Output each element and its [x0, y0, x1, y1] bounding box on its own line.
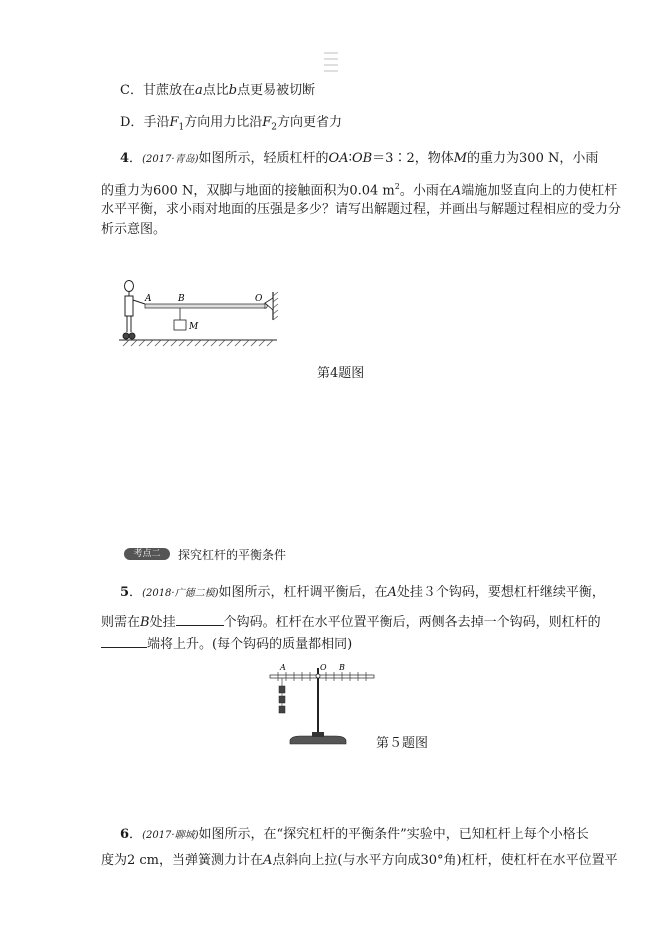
ground-hatch [123, 340, 273, 346]
q4-line-4: 析示意图。 [101, 222, 167, 237]
q5-figure [260, 660, 380, 750]
option-d: D．手沿$F_1$方向用力比沿$F_2$方向更省力 [120, 115, 343, 133]
label-o: O [255, 294, 263, 304]
label-a: A [280, 663, 286, 672]
section-header [124, 545, 286, 563]
label-o: O [320, 663, 327, 672]
hook-weights [279, 686, 285, 713]
q6-line-1: 6．(2017·聊城)如图所示，在“探究杠杆的平衡条件”实验中，已知杠杆上每个小格长 [120, 827, 589, 842]
stand-foot [312, 732, 324, 737]
label-a: A [145, 294, 152, 304]
q5-line-2: 则需在B处挂 个钩码。杠杆在水平位置平衡后，两侧各去掉一个钩码，则杠杆的 [101, 612, 601, 632]
lever [270, 675, 374, 678]
q5-line-1: 5．(2018·广德二模)如图所示，杠杆调平衡后，在A处挂３个钩码，要想杠杆继续平衡， [120, 585, 605, 600]
pivot-o [316, 674, 320, 678]
option-c: C．甘蔗放在a点比b点更易被切断 [120, 83, 316, 98]
stand-base [290, 736, 346, 744]
section-title: 探究杠杆的平衡条件 [178, 547, 287, 562]
section-badge: 考点二 [124, 548, 170, 560]
q4-line-3: 水平平衡，求小雨对地面的压强是多少？请写出解题过程，并画出与解题过程相应的受力分 [101, 202, 622, 217]
q4-caption: 第4题图 [317, 366, 365, 381]
label-b: B [178, 294, 185, 304]
q5-caption: 第５题图 [376, 736, 429, 751]
q5-line-3: 端将上升。(每个钩码的质量都相同) [101, 634, 352, 654]
q4-line-2: 的重力为600 N，双脚与地面的接触面积为0.04 $m^2$。小雨在A端施加竖直向上的力使杠杆 [101, 182, 618, 199]
answer-blank-1[interactable] [176, 612, 224, 626]
q4-line-1: 4．(2017·青岛)如图所示，轻质杠杆的OA∶OB＝3∶2，物体M的重力为300 N，小雨 [120, 151, 599, 166]
q6-line-2: 度为2 cm，当弹簧测力计在A点斜向上拉(与水平方向成30°角)杠杆，使杠杆在水平位置平 [101, 853, 618, 868]
watermark-icon [322, 50, 340, 74]
mass-m [174, 320, 186, 330]
lever [145, 304, 265, 308]
person-figure [123, 281, 145, 340]
q4-figure [115, 272, 285, 352]
label-m: M [189, 322, 199, 332]
answer-blank-2[interactable] [101, 634, 147, 648]
label-b: B [339, 663, 345, 672]
